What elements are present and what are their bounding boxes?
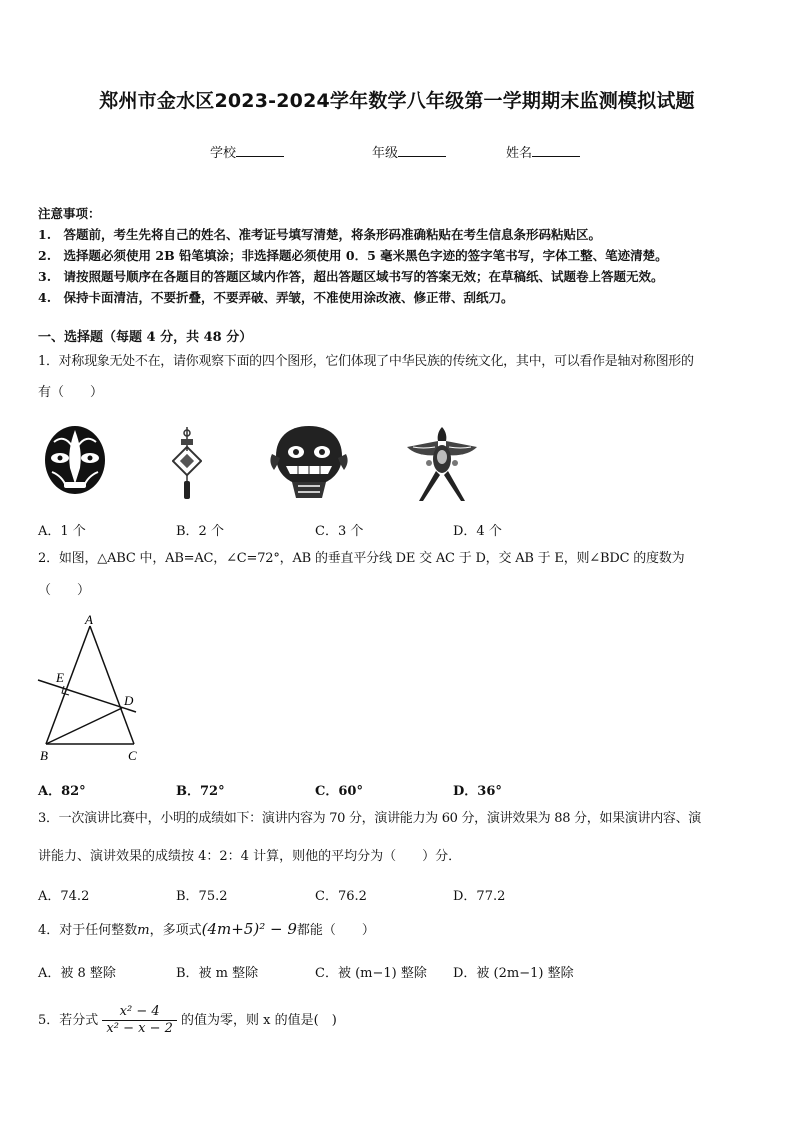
q2-option-c[interactable]: C．60°	[315, 784, 363, 799]
q3-option-a[interactable]: A．74.2	[38, 889, 90, 904]
q2-option-a[interactable]: A．82°	[38, 784, 86, 799]
q4-option-a[interactable]: A．被 8 整除	[38, 966, 116, 981]
chinese-knot-figure	[172, 425, 202, 501]
q1-option-a[interactable]: A．1 个	[38, 524, 86, 539]
label-b: B	[40, 748, 48, 763]
q1-stem-line2: 有（ ）	[38, 385, 104, 400]
notes-item: 3. 请按照题号顺序在各题目的答题区域内作答，超出答题区域书写的答案无效；在草稿纸、试题卷上答题无效。	[38, 269, 664, 284]
label-d: D	[124, 693, 134, 708]
q5-fraction	[102, 1004, 176, 1037]
school-blank	[236, 144, 284, 157]
exam-title: 郑州市金水区2023-2024学年数学八年级第一学期期末监测模拟试题	[99, 90, 695, 112]
q4-option-c[interactable]: C．被 (m−1) 整除	[315, 966, 427, 981]
q3-stem-line2: 讲能力、演讲效果的成绩按 4：2：4 计算，则他的平均分为（ ）分．	[38, 849, 462, 864]
q2-stem-line2: （ ）	[38, 583, 91, 598]
q1-option-d[interactable]: D．4 个	[453, 524, 502, 539]
triangle-figure	[30, 608, 150, 768]
school-label: 学校	[210, 146, 237, 161]
label-c: C	[128, 748, 137, 763]
q4-stem	[38, 921, 375, 939]
q1-option-b[interactable]: B．2 个	[176, 524, 224, 539]
q4-expression: (4m+5)² − 9	[201, 920, 297, 938]
q2-option-d[interactable]: D．36°	[453, 784, 502, 799]
beast-mask-figure	[268, 424, 350, 500]
q4-stem-mid: ，多项式	[149, 923, 202, 938]
q5-numerator: x² − 4	[102, 1004, 176, 1021]
notes-heading: 注意事项：	[38, 206, 101, 221]
perpendicular-bisector-de	[38, 680, 136, 712]
label-a: A	[85, 612, 93, 627]
name-blank	[532, 144, 580, 157]
q3-option-d[interactable]: D．77.2	[453, 889, 506, 904]
q3-option-c[interactable]: C．76.2	[315, 889, 367, 904]
q4-option-b[interactable]: B．被 m 整除	[176, 966, 259, 981]
notes-item: 4. 保持卡面清洁，不要折叠，不要弄破、弄皱，不准使用涂改液、修正带、刮纸刀。	[38, 290, 514, 305]
swallow-kite-figure	[405, 423, 479, 503]
q1-option-c[interactable]: C．3 个	[315, 524, 364, 539]
q1-stem-line1: 1．对称现象无处不在，请你观察下面的四个图形，它们体现了中华民族的传统文化，其中，可以看作是轴对称图形的	[38, 354, 694, 369]
q2-option-b[interactable]: B．72°	[176, 784, 225, 799]
school-field	[210, 142, 284, 161]
q3-stem-line1: 3．一次演讲比赛中，小明的成绩如下：演讲内容为 70 分，演讲能力为 60 分，演讲效果为 88 分，如果演讲内容、演	[38, 811, 701, 826]
grade-label: 年级	[372, 146, 399, 161]
q4-var: m	[137, 923, 150, 938]
name-field	[506, 142, 580, 161]
q5-stem-pre: 5．若分式	[38, 1013, 99, 1028]
q5-stem	[38, 1004, 337, 1037]
label-e: E	[56, 670, 64, 685]
q2-stem-line1: 2．如图，△ABC 中，AB=AC，∠C=72°，AB 的垂直平分线 DE 交 AC 于 D，交 AB 于 E，则∠BDC 的度数为	[38, 551, 685, 566]
notes-item: 2. 选择题必须使用 2B 铅笔填涂；非选择题必须使用 0．5 毫米黑色字迹的签字笔书写，字体工整、笔迹清楚。	[38, 248, 668, 263]
q4-option-d[interactable]: D．被 (2m−1) 整除	[453, 966, 574, 981]
notes-block	[38, 203, 668, 308]
q5-stem-post: 的值为零，则 x 的值是( )	[181, 1013, 337, 1028]
q4-stem-post: 都能（ ）	[296, 923, 375, 938]
q5-denominator: x² − x − 2	[106, 1021, 173, 1036]
name-label: 姓名	[506, 146, 533, 161]
q3-option-b[interactable]: B．75.2	[176, 889, 228, 904]
grade-field	[372, 142, 446, 161]
opera-mask-figure	[42, 424, 108, 500]
notes-item: 1. 答题前，考生先将自己的姓名、准考证号填写清楚，将条形码准确粘贴在考生信息条形码粘贴区。	[38, 227, 602, 242]
grade-blank	[398, 144, 446, 157]
q4-stem-pre: 4．对于任何整数	[38, 923, 138, 938]
section-heading: 一、选择题（每题 4 分，共 48 分）	[38, 330, 253, 345]
side-ac	[90, 626, 134, 744]
